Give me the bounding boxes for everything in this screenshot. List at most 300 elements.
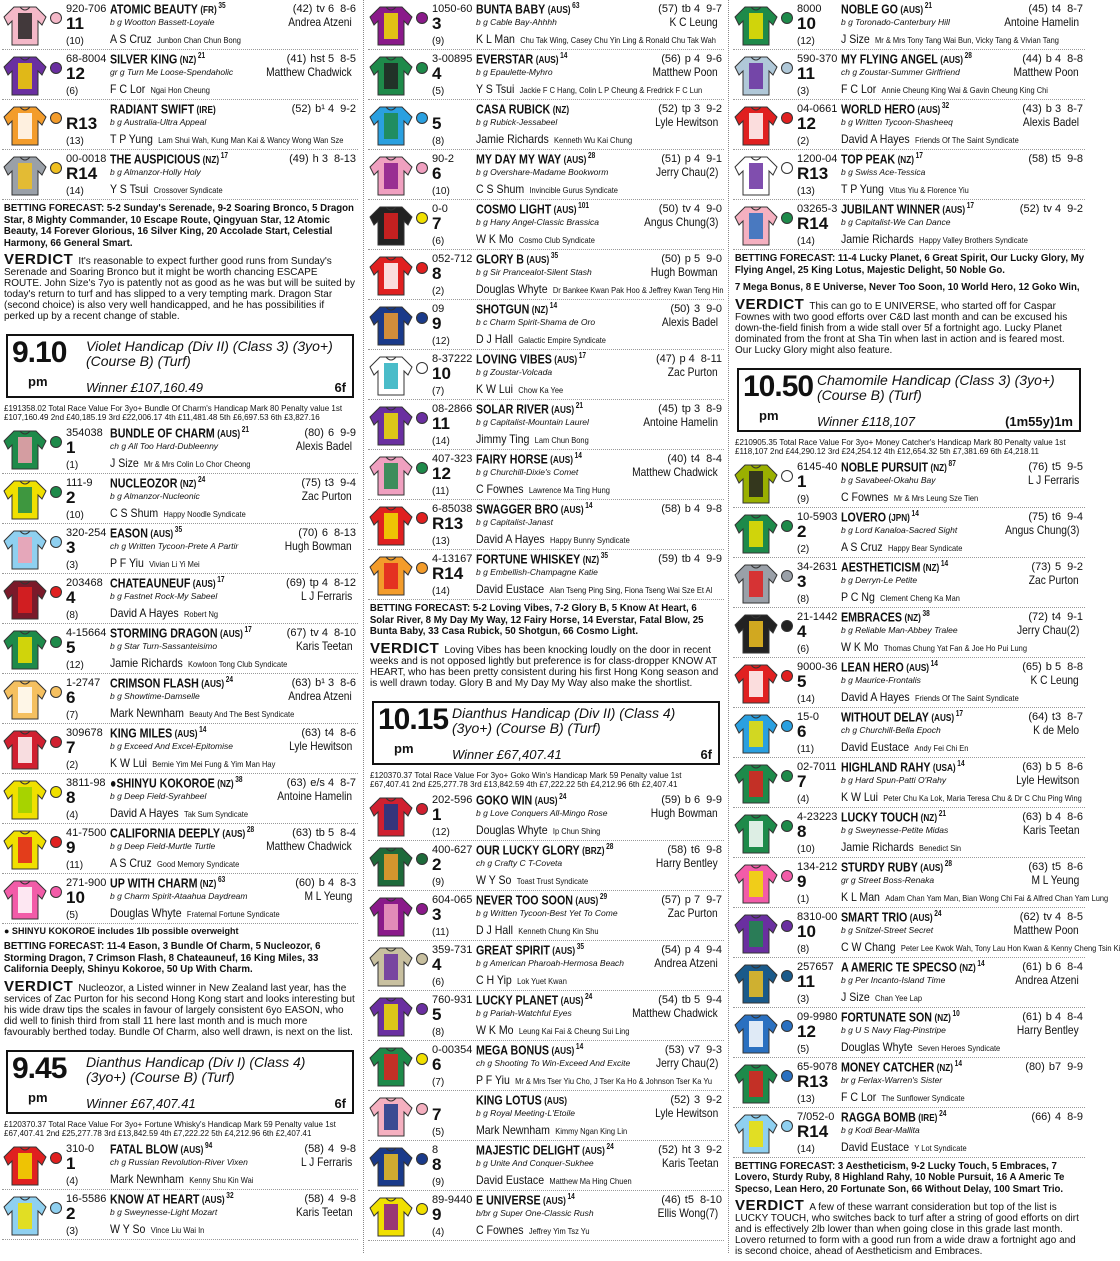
weight-odds: 9-0 [706, 303, 722, 315]
saddle-number: 7 [432, 1104, 442, 1124]
trainer: C Fownes [476, 1222, 524, 1237]
saddle-number: R13 [432, 514, 464, 533]
rating-age-odds [287, 777, 356, 789]
barrier-draw: (11) [432, 926, 450, 938]
horse-days-since-run: 14 [940, 558, 949, 568]
trainer: J Size [841, 32, 870, 46]
jockey: Alexis Badel [295, 439, 352, 453]
rating-age-odds [1028, 153, 1083, 165]
horse-name[interactable] [841, 609, 930, 624]
horse-days-since-run: 17 [966, 201, 975, 210]
trainer-owner [110, 456, 250, 470]
age: e/s 4 [310, 777, 335, 789]
runner-form: 202-596 [432, 793, 473, 806]
jockey-silks-icon [733, 961, 779, 1005]
barrier-draw: (2) [797, 543, 810, 555]
horse-name[interactable] [110, 725, 206, 740]
runner-row[interactable] [368, 350, 724, 400]
horse-name[interactable] [476, 51, 567, 66]
horse-name[interactable] [476, 301, 557, 316]
trainer-owner [110, 1172, 253, 1186]
jockey: Harry Bentley [656, 855, 718, 870]
runner-row[interactable] [368, 941, 724, 991]
runner-row[interactable] [733, 1108, 1085, 1158]
runner-row[interactable] [368, 150, 724, 200]
trainer-owner [841, 1040, 1000, 1054]
trainer: Douglas Whyte [476, 282, 548, 296]
jockey-silks-icon [2, 53, 48, 97]
age: p 4 [684, 53, 701, 65]
runner-row[interactable] [733, 958, 1085, 1008]
horse-name[interactable] [476, 1092, 569, 1107]
runner-row[interactable] [368, 200, 724, 250]
saddle-number: 10 [432, 364, 451, 383]
runner-row[interactable] [368, 100, 724, 150]
barrier-draw: (14) [797, 1143, 815, 1155]
runner-row[interactable] [733, 200, 1085, 250]
runner-row[interactable] [2, 624, 358, 674]
barrier-draw: (8) [797, 943, 810, 955]
barrier-draw: (4) [797, 793, 810, 805]
barrier-draw: (2) [797, 136, 810, 147]
runner-row[interactable] [733, 658, 1085, 708]
horse-country: (NZ) [920, 812, 938, 824]
runner-row[interactable] [368, 450, 724, 500]
age: b7 [1048, 1060, 1062, 1073]
runner-row[interactable] [368, 400, 724, 450]
horse-name[interactable] [476, 151, 595, 166]
jockey-silks-icon [733, 761, 779, 805]
runner-row[interactable] [733, 0, 1085, 50]
runner-form: 271-900 [66, 877, 107, 889]
horse-country: (AUS) [217, 429, 241, 441]
horse-country: (NZ) [934, 1012, 951, 1024]
runner-row[interactable] [368, 50, 724, 100]
rating: (67) [286, 627, 307, 639]
horse-name[interactable] [841, 709, 963, 724]
horse-name[interactable] [476, 1042, 583, 1057]
runner-row[interactable] [733, 1008, 1085, 1058]
horse-name[interactable] [476, 792, 566, 807]
owner: Y Lot Syndicate [914, 1142, 967, 1153]
rating: (57) [661, 893, 681, 906]
cap-icon [50, 886, 62, 898]
cap-icon [781, 1020, 793, 1032]
barrier-draw: (9) [432, 1176, 445, 1188]
runner-row[interactable] [2, 724, 358, 774]
runner-row[interactable] [368, 1091, 724, 1141]
age: b 4 [318, 877, 335, 889]
jockey-silks-icon [368, 203, 414, 247]
horse-name[interactable] [841, 509, 919, 524]
jockey: Zac Purton [668, 365, 718, 379]
horse-name[interactable] [841, 1009, 960, 1024]
horse-name[interactable] [841, 559, 948, 574]
age: 6 [327, 427, 335, 439]
runner-row[interactable] [733, 1058, 1085, 1108]
trainer-owner [110, 756, 275, 770]
race-winner-prize: Winner £67,407.41 [452, 746, 562, 762]
owner: Clement Cheng Ka Man [880, 592, 960, 603]
rating-age-odds [670, 1094, 722, 1106]
trainer-owner [110, 1222, 204, 1236]
trainer: F C Lor [841, 82, 877, 96]
horse-name[interactable] [110, 1, 226, 16]
runner-row[interactable] [2, 1190, 358, 1240]
runner-row[interactable] [2, 1140, 358, 1190]
runner-form: 6145-40 [797, 460, 838, 473]
horse-name-text: NUCLEOZOR [110, 475, 178, 491]
breeding: b g Zoustar-Volcada [476, 367, 553, 377]
saddle-number: 12 [432, 464, 451, 483]
horse-name[interactable] [841, 1109, 946, 1124]
jockey-silks-icon [733, 203, 779, 247]
runner-form: 309678 [66, 727, 103, 739]
weight-odds: 9-9 [706, 553, 722, 565]
horse-name[interactable] [476, 101, 571, 116]
horse-country: (AUS) [920, 862, 944, 874]
jockey-silks-icon [2, 153, 48, 197]
horse-name[interactable] [841, 859, 952, 874]
jockey: Matthew Chadwick [632, 465, 718, 479]
trainer: W K Mo [476, 232, 514, 246]
jockey-silks-icon [368, 1044, 414, 1088]
horse-name[interactable] [110, 475, 205, 490]
runner-row[interactable] [368, 791, 724, 841]
rating-age-odds [661, 503, 722, 515]
runner-row[interactable] [368, 1191, 724, 1241]
trainer-owner [476, 1223, 590, 1237]
verdict-label: VERDICT [735, 1197, 805, 1214]
horse-country: (AUS) [552, 945, 576, 957]
age: t4 [324, 727, 335, 739]
horse-name[interactable] [476, 1142, 614, 1157]
runner-row[interactable] [733, 608, 1085, 658]
rating-age-odds [301, 727, 356, 739]
barrier-draw: (6) [66, 86, 79, 97]
horse-name-text: NOBLE PURSUIT [841, 458, 929, 474]
horse-name[interactable] [476, 351, 586, 366]
horse-name-text: COSMO LIGHT [476, 201, 552, 217]
horse-name[interactable] [476, 842, 613, 857]
runner-row[interactable] [2, 474, 358, 524]
horse-days-since-run: 101 [578, 201, 590, 210]
runner-row[interactable] [733, 908, 1120, 958]
trainer: Mark Newnham [110, 706, 184, 720]
horse-days-since-run: 21 [197, 51, 206, 60]
runner-row[interactable] [368, 891, 724, 941]
saddle-number: R13 [797, 1071, 829, 1091]
runner-row[interactable] [2, 674, 358, 724]
trainer: C H Yip [476, 972, 512, 987]
runner-row[interactable] [2, 100, 358, 150]
horse-name[interactable] [110, 151, 228, 166]
weight-odds: 9-2 [706, 1093, 722, 1106]
race-distance: (1m55y)1m [1005, 413, 1073, 429]
rating-age-odds [1031, 1111, 1083, 1123]
runner-row[interactable] [368, 500, 724, 550]
horse-name[interactable] [476, 451, 582, 466]
horse-name[interactable] [110, 575, 225, 590]
runner-row[interactable] [2, 824, 358, 874]
horse-name[interactable] [476, 551, 608, 566]
trainer: C S Shum [476, 182, 525, 196]
runner-row[interactable] [733, 858, 1109, 908]
horse-name[interactable] [841, 659, 938, 674]
horse-name[interactable] [110, 625, 252, 640]
rating: (58) [304, 1142, 324, 1155]
rating: (46) [661, 1193, 681, 1206]
runner-row[interactable] [2, 524, 358, 574]
saddle-number: 9 [432, 314, 442, 333]
trainer: Douglas Whyte [476, 822, 548, 837]
cap-icon [416, 853, 428, 865]
jockey: Lyle Hewitson [654, 115, 718, 129]
rating: (61) [1022, 1010, 1042, 1023]
cap-icon [50, 636, 62, 648]
runner-row[interactable] [368, 1141, 724, 1191]
weight-odds: 9-4 [706, 993, 722, 1006]
runner-row[interactable] [368, 300, 724, 350]
jockey-silks-icon [368, 103, 414, 147]
runner-row[interactable] [368, 550, 724, 600]
horse-name[interactable] [841, 909, 942, 924]
rating-age-odds [304, 1143, 356, 1155]
horse-country: (AUS) [201, 1194, 225, 1206]
horse-name-text: LOVERO [841, 508, 887, 524]
runner-form: 9000-36 [797, 660, 838, 673]
weight-odds: 9-8 [340, 1192, 356, 1205]
horse-name[interactable] [476, 1192, 575, 1207]
jockey-silks-icon [368, 1094, 414, 1138]
trainer-owner [110, 132, 343, 146]
horse-name[interactable] [476, 251, 558, 266]
horse-days-since-run: 87 [948, 458, 956, 468]
horse-name[interactable] [110, 425, 249, 440]
rating-age-odds [658, 553, 722, 565]
horse-name[interactable] [110, 775, 243, 790]
verdict-text: Nucleozor, a Listed winner in New Zealand last year, has the services of Zac Purton for his second Hong Kong start and looks interesting but his wide draw tips the scales in favour of largely consistent 6yo EASON, who did well to finish third from stall 11 here last month and is much more favourably berthed today. Bundle Of Charm, also well drawn, is next on the list. [4, 982, 355, 1038]
runner-form: 3811-98 [66, 777, 106, 789]
horse-name[interactable] [841, 201, 974, 216]
horse-name[interactable] [841, 151, 923, 166]
owner: Happy Bunny Syndicate [549, 535, 630, 545]
horse-name[interactable] [476, 1, 579, 16]
saddle-number: 6 [432, 1054, 442, 1074]
horse-name[interactable] [841, 51, 972, 66]
runner-row[interactable] [733, 100, 1085, 150]
jockey-silks-icon [368, 53, 414, 97]
barrier-draw: (10) [432, 186, 450, 197]
trainer: D J Hall [476, 922, 513, 937]
jockey-silks-icon [733, 1011, 779, 1055]
weight-odds: 9-2 [340, 103, 356, 115]
runner-form: 134-212 [797, 860, 838, 873]
horse-name[interactable] [841, 459, 956, 474]
trainer: Mark Newnham [476, 1122, 550, 1137]
jockey-silks-icon [2, 877, 48, 921]
owner: Chu Tak Wing, Casey Chu Yin Ling & Ronald Chu Tak Wah [520, 35, 716, 45]
rating-age-odds [1022, 761, 1083, 773]
saddle-number: 2 [797, 521, 807, 541]
horse-name[interactable] [110, 675, 233, 690]
runner-form: 65-9078 [797, 1060, 838, 1073]
runner-row[interactable] [733, 708, 1085, 758]
weight-odds: 9-4 [1067, 510, 1083, 523]
saddle-number: R14 [432, 564, 464, 583]
runner-row[interactable] [2, 150, 358, 200]
verdict [733, 1198, 1085, 1261]
breeding: b g Sir Prancealot-Silent Stash [476, 267, 592, 277]
runner-row[interactable] [368, 991, 724, 1041]
owner: Matthew Ma Hing Chuen [549, 1175, 632, 1186]
runner-row[interactable] [733, 808, 1085, 858]
horse-name[interactable] [476, 892, 607, 907]
horse-name[interactable] [841, 101, 949, 116]
horse-country: (AUS) [554, 355, 578, 367]
age: tv 4 [1043, 203, 1062, 215]
cap-icon [416, 162, 428, 174]
rating-age-odds [295, 877, 356, 889]
rating-age-odds [301, 477, 356, 489]
rating: (59) [661, 793, 681, 806]
rating-age-odds [292, 677, 356, 689]
horse-country: (AUS) [526, 255, 550, 267]
jockey-silks-icon [733, 3, 779, 47]
horse-days-since-run: 21 [241, 425, 250, 434]
jockey-silks-icon [733, 811, 779, 855]
weight-odds: 9-5 [1067, 460, 1083, 473]
barrier-draw: (12) [432, 826, 450, 838]
weight-odds: 9-4 [340, 477, 356, 489]
race-winner-prize: Winner £67,407.41 [86, 1095, 196, 1111]
trainer: A S Cruz [110, 856, 152, 870]
rating-age-odds [1031, 561, 1083, 573]
runner-row[interactable] [2, 874, 358, 924]
breeding: b g U S Navy Flag-Pinstripe [841, 1024, 946, 1035]
runner-row[interactable] [2, 424, 358, 474]
trainer-owner [476, 973, 567, 987]
horse-name[interactable] [841, 1059, 962, 1074]
runner-row[interactable] [2, 0, 358, 50]
runner-row[interactable] [733, 558, 1085, 608]
runner-row[interactable] [733, 50, 1085, 100]
horse-name-text: WORLD HERO [841, 101, 916, 117]
runner-row[interactable] [733, 458, 1085, 508]
horse-name[interactable] [476, 401, 583, 416]
jockey-silks-icon [733, 861, 779, 905]
trainer-owner [110, 82, 210, 96]
horse-country: (AUS) [535, 55, 559, 67]
horse-name[interactable] [110, 1191, 234, 1206]
runner-form: 00-0018 [66, 153, 107, 165]
horse-name-text: ●SHINYU KOKOROE [110, 775, 215, 791]
jockey-silks-icon [368, 994, 414, 1038]
horse-name[interactable] [476, 992, 592, 1007]
horse-name-text: E UNIVERSE [476, 1191, 541, 1207]
rating-age-odds [661, 1194, 722, 1206]
horse-days-since-run: 21 [938, 808, 946, 818]
runner-form: 68-8004 [66, 53, 107, 65]
verdict-label: VERDICT [735, 295, 805, 313]
runner-row[interactable] [2, 574, 358, 624]
barrier-draw: (14) [432, 436, 450, 447]
saddle-number: 6 [797, 721, 807, 741]
owner: Mr & Mrs Tony Tang Wai Bun, Vicky Tang & Vivian Tang [875, 35, 1059, 45]
horse-name[interactable] [110, 825, 254, 840]
trainer-owner [841, 232, 1028, 246]
horse-days-since-run: 14 [585, 501, 593, 510]
rating: (56) [661, 53, 681, 65]
horse-name[interactable] [110, 101, 217, 116]
rating: (41) [286, 53, 307, 65]
runner-row[interactable] [733, 150, 1085, 200]
trainer-owner [476, 1073, 712, 1087]
jockey: L J Ferraris [300, 1154, 352, 1169]
cap-icon [781, 970, 793, 982]
column-3 [733, 0, 1120, 1257]
barrier-draw: (14) [797, 693, 815, 705]
barrier-draw: (3) [797, 993, 810, 1005]
horse-name[interactable] [476, 501, 593, 516]
breeding: b g Kodi Bear-Mallita [841, 1124, 920, 1135]
saddle-number: 5 [66, 638, 76, 657]
horse-name[interactable] [476, 201, 589, 216]
horse-name[interactable] [841, 759, 965, 774]
runner-row[interactable] [733, 758, 1085, 808]
owner: Happy Valley Brothers Syndicate [919, 235, 1028, 245]
breeding: b g Written Tycoon-Shasheeq [841, 117, 953, 127]
runner-row[interactable] [2, 50, 358, 100]
horse-country: (NZ) [904, 612, 921, 624]
horse-name[interactable] [110, 875, 225, 890]
runner-row[interactable] [733, 508, 1085, 558]
trainer: Jamie Richards [841, 839, 914, 854]
jockey-silks-icon [368, 503, 414, 547]
horse-name[interactable] [841, 1, 932, 16]
age: tb 5 [315, 827, 335, 839]
age: t6 [690, 843, 701, 856]
horse-country: (NZ) [531, 305, 549, 317]
horse-name[interactable] [110, 51, 205, 66]
runner-row[interactable] [368, 1041, 724, 1091]
runner-row[interactable] [368, 250, 724, 300]
horse-name[interactable] [841, 809, 946, 824]
runner-row[interactable] [2, 774, 358, 824]
cap-icon [781, 720, 793, 732]
horse-name[interactable] [841, 959, 985, 974]
horse-country: (NZ) [959, 962, 976, 974]
horse-name[interactable] [110, 1141, 212, 1156]
rating: (75) [1028, 510, 1048, 523]
weight-odds: 8-12 [333, 577, 356, 589]
runner-row[interactable] [368, 841, 724, 891]
horse-name[interactable] [110, 525, 182, 540]
horse-country: (AUS) [543, 1195, 566, 1207]
race-distance: 6f [700, 746, 712, 762]
runner-row[interactable] [368, 0, 724, 50]
jockey: Matthew Poon [652, 65, 718, 79]
rating-age-odds [659, 203, 722, 215]
jockey: Hugh Bowman [285, 539, 352, 553]
horse-name[interactable] [476, 942, 584, 957]
cap-icon [416, 1103, 428, 1115]
saddle-number: 11 [797, 971, 815, 991]
trainer-owner [841, 132, 1019, 146]
weight-odds: 8-11 [700, 353, 722, 365]
horse-name-text: FORTUNE WHISKEY [476, 551, 581, 567]
trainer: Douglas Whyte [110, 906, 182, 920]
